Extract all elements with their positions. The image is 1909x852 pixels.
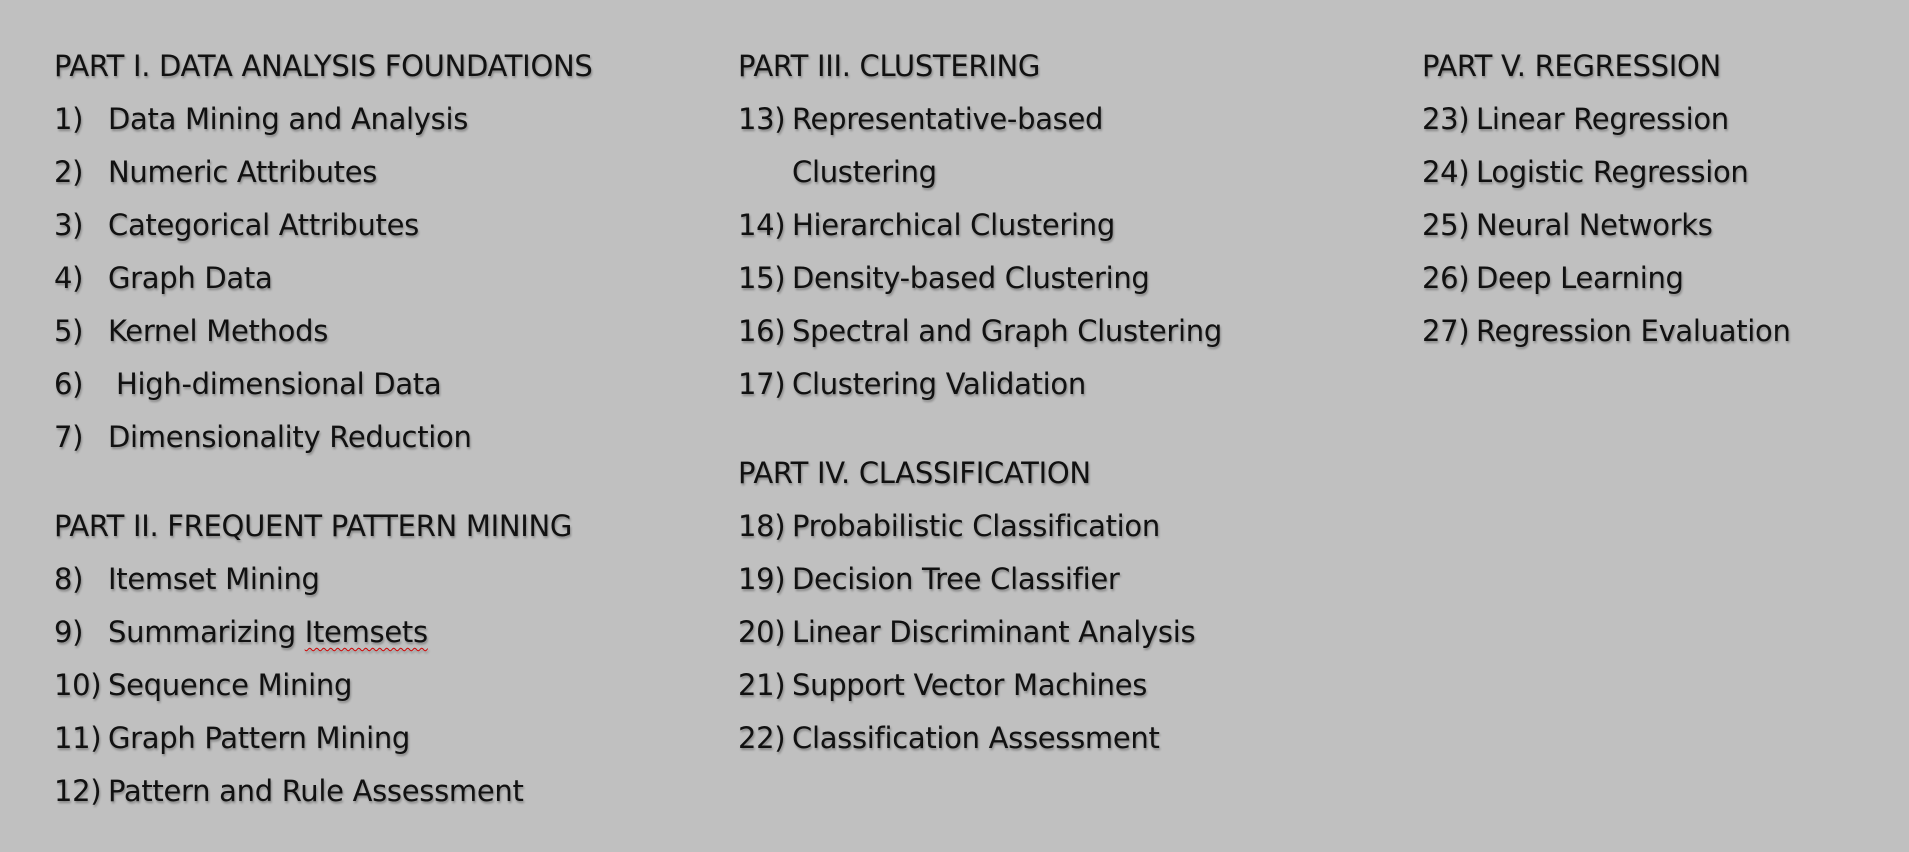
chapter-item — [1422, 199, 1721, 252]
chapter-number: 17) — [738, 367, 786, 401]
chapter-title: Hierarchical Clustering — [792, 208, 1115, 242]
chapter-item — [1422, 305, 1791, 358]
chapter-title: Probabilistic Classification — [792, 509, 1160, 543]
chapter-number: 10) — [54, 668, 102, 702]
chapter-item — [54, 252, 592, 305]
chapter-title: Itemset Mining — [108, 562, 320, 596]
chapter-item — [738, 305, 1222, 358]
chapter-item — [54, 93, 592, 146]
chapter-title: Sequence Mining — [108, 668, 353, 702]
chapter-title: Regression Evaluation — [1476, 314, 1791, 348]
chapter-number: 22) — [738, 721, 786, 755]
chapter-item — [54, 606, 592, 659]
spellcheck-flagged-word: Itemsets — [304, 615, 428, 649]
chapter-item — [738, 358, 1091, 411]
chapter-item — [738, 93, 1104, 199]
chapter-title: Representative-based Clustering — [792, 102, 1104, 189]
chapter-item — [738, 712, 1160, 765]
chapter-number: 23) — [1422, 102, 1470, 136]
chapter-title: Categorical Attributes — [108, 208, 419, 242]
chapter-item — [54, 712, 592, 765]
column-left — [54, 40, 592, 818]
chapter-item — [1422, 146, 1749, 199]
chapter-number: 6) — [54, 367, 84, 401]
chapter-number: 5) — [54, 314, 84, 348]
chapter-number: 4) — [54, 261, 84, 295]
chapter-item — [54, 199, 592, 252]
part-heading: PART V. REGRESSION — [1422, 49, 1721, 83]
chapter-item — [54, 765, 592, 818]
chapter-title: High-dimensional Data — [116, 367, 442, 401]
chapter-number: 3) — [54, 208, 84, 242]
chapter-number: 24) — [1422, 155, 1470, 189]
chapter-number: 19) — [738, 562, 786, 596]
chapter-title: Classification Assessment — [792, 721, 1160, 755]
chapter-title: Data Mining and Analysis — [108, 102, 469, 136]
chapter-title: Logistic Regression — [1476, 155, 1749, 189]
chapter-number: 11) — [54, 721, 102, 755]
chapter-number: 8) — [54, 562, 84, 596]
chapter-title: Density-based Clustering — [792, 261, 1150, 295]
chapter-number: 20) — [738, 615, 786, 649]
chapter-number: 21) — [738, 668, 786, 702]
chapter-item — [1422, 93, 1729, 146]
part-heading: PART II. FREQUENT PATTERN MINING — [54, 509, 573, 543]
part-heading: PART IV. CLASSIFICATION — [738, 456, 1091, 490]
chapter-number: 1) — [54, 102, 84, 136]
column-middle — [738, 40, 1222, 765]
chapter-title: Numeric Attributes — [108, 155, 378, 189]
chapter-title: Graph Pattern Mining — [108, 721, 411, 755]
part-heading: PART III. CLUSTERING — [738, 49, 1041, 83]
chapter-number: 25) — [1422, 208, 1470, 242]
chapter-item — [54, 358, 592, 411]
chapter-item — [738, 606, 1196, 659]
chapter-number: 2) — [54, 155, 84, 189]
chapter-number: 27) — [1422, 314, 1470, 348]
chapter-title: Spectral and Graph Clustering — [792, 314, 1222, 348]
chapter-number: 14) — [738, 208, 786, 242]
chapter-item — [54, 659, 592, 712]
part-heading: PART I. DATA ANALYSIS FOUNDATIONS — [54, 49, 593, 83]
chapter-number: 26) — [1422, 261, 1470, 295]
chapter-item — [1422, 252, 1721, 305]
chapter-item — [738, 199, 1115, 252]
chapter-item — [738, 500, 1160, 553]
chapter-title: Clustering Validation — [792, 367, 1086, 401]
chapter-title-prefix: Summarizing — [108, 615, 305, 649]
chapter-number: 16) — [738, 314, 786, 348]
chapter-title: Kernel Methods — [108, 314, 328, 348]
chapter-title: Linear Regression — [1476, 102, 1729, 136]
chapter-number: 13) — [738, 102, 786, 136]
chapter-title: Dimensionality Reduction — [108, 420, 472, 454]
chapter-number: 18) — [738, 509, 786, 543]
chapter-title: Linear Discriminant Analysis — [792, 615, 1196, 649]
chapter-title: Pattern and Rule Assessment — [108, 774, 524, 808]
chapter-item — [738, 252, 1150, 305]
chapter-number: 9) — [54, 615, 84, 649]
chapter-item — [738, 659, 1148, 712]
chapter-title: Support Vector Machines — [792, 668, 1148, 702]
chapter-item — [738, 553, 1120, 606]
chapter-item — [54, 146, 592, 199]
chapter-number: 12) — [54, 774, 102, 808]
chapter-title: Deep Learning — [1476, 261, 1684, 295]
chapter-title: Neural Networks — [1476, 208, 1713, 242]
column-right — [1422, 40, 1791, 358]
chapter-title: Graph Data — [108, 261, 273, 295]
chapter-number: 15) — [738, 261, 786, 295]
chapter-item — [54, 411, 592, 464]
chapter-item — [54, 305, 592, 358]
chapter-title — [108, 606, 428, 659]
chapter-number: 7) — [54, 420, 84, 454]
chapter-title: Decision Tree Classifier — [792, 562, 1120, 596]
chapter-item — [54, 553, 592, 606]
